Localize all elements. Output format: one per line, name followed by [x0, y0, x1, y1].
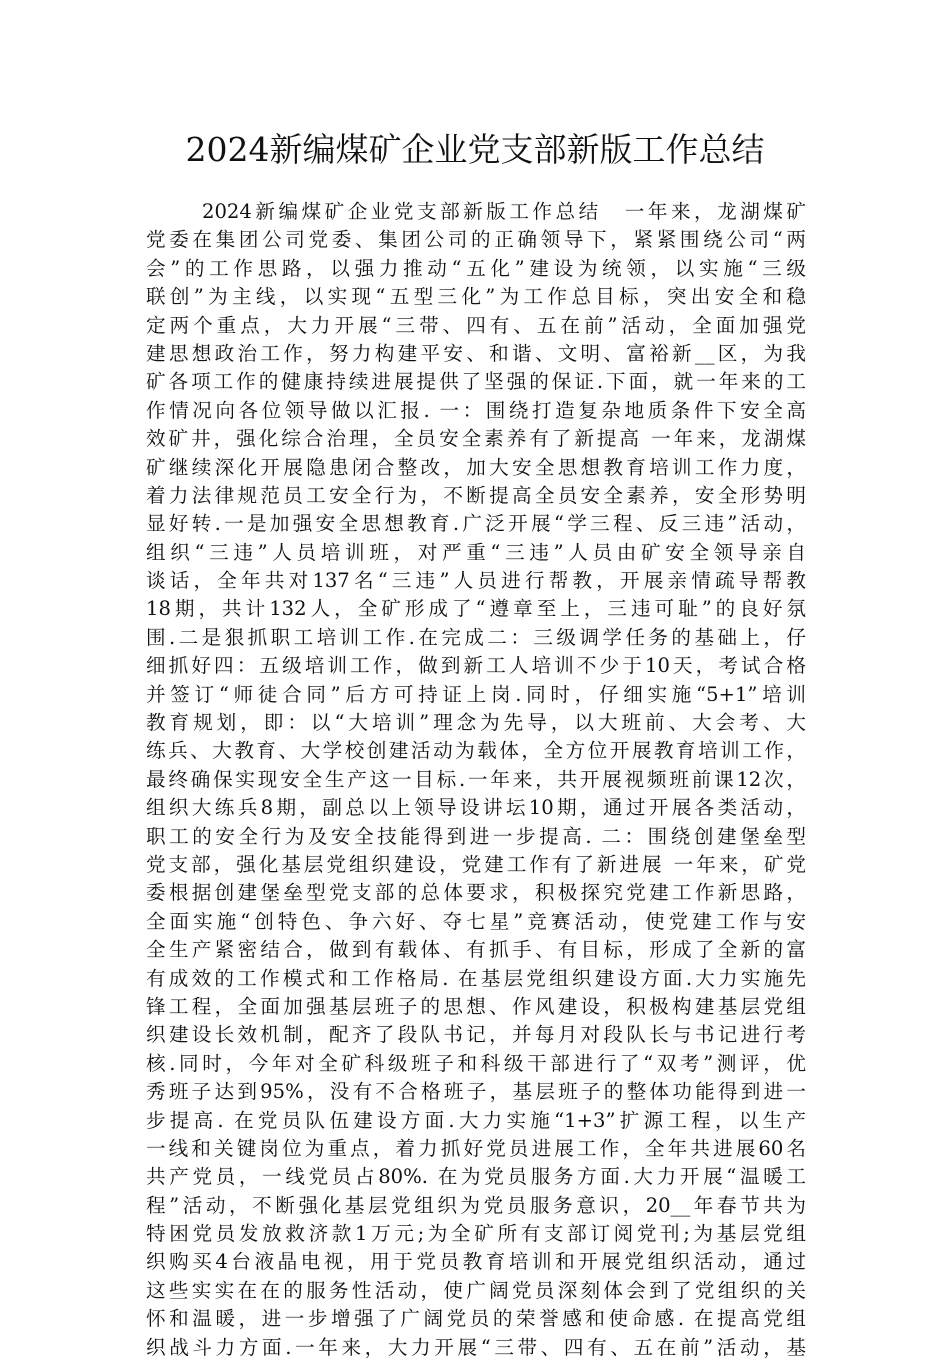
body-text-line: 全生产紧密结合，做到有载体、有抓手、有目标，形成了全新的富 [146, 938, 806, 962]
body-text-line: 党支部，强化基层党组织建设，党建工作有了新进展 一年来，矿党 [146, 852, 806, 876]
body-text-line: 组织“三违”人员培训班，对严重“三违”人员由矿安全领导亲自 [146, 540, 806, 564]
body-text-line: 锋工程，全面加强基层班子的思想、作风建设，积极构建基层党组 [146, 994, 806, 1018]
body-text-line: 联创”为主线，以实现“五型三化”为工作总目标，突出安全和稳 [146, 285, 806, 309]
body-text-line: 有成效的工作模式和工作格局. 在基层党组织建设方面.大力实施先 [146, 966, 806, 990]
body-text-line: 着力法律规范员工安全行为，不断提高全员安全素养，安全形势明 [146, 483, 806, 507]
body-text-line: 谈话，全年共对137名“三违”人员进行帮教，开展亲情疏导帮教 [146, 569, 806, 593]
body-text-line: 核.同时，今年对全矿科级班子和科级干部进行了“双考”测评，优 [146, 1051, 806, 1075]
body-text-line: 职工的安全行为及安全技能得到进一步提高. 二：围绕创建堡垒型 [146, 824, 806, 848]
body-text-line: 细抓好四：五级培训工作，做到新工人培训不少于10天，考试合格 [146, 654, 806, 678]
body-text-line: 党委在集团公司党委、集团公司的正确领导下，紧紧围绕公司“两 [146, 228, 806, 252]
body-text-line: 效矿井，强化综合治理，全员安全素养有了新提高 一年来，龙湖煤 [146, 427, 806, 451]
document-body [146, 198, 806, 1362]
body-text-line: 织战斗力方面.一年来，大力开展“三带、四有、五在前”活动，基 [146, 1335, 806, 1359]
body-text-line: 会”的工作思路，以强力推动“五化”建设为统领，以实施“三级 [146, 256, 806, 280]
body-text-line: 并签订“师徒合同”后方可持证上岗.同时，仔细实施“5+1”培训 [146, 682, 806, 706]
body-text-line: 这些实实在在的服务性活动，使广阔党员深刻体会到了党组织的关 [146, 1278, 806, 1302]
body-text-line: 教育规划，即：以“大培训”理念为先导，以大班前、大会考、大 [146, 711, 806, 735]
body-text-line: 练兵、大教育、大学校创建活动为载体，全方位开展教育培训工作， [146, 739, 806, 763]
body-text-line: 共产党员，一线党员占80%. 在为党员服务方面.大力开展“温暖工 [146, 1165, 806, 1189]
body-text-line: 显好转.一是加强安全思想教育.广泛开展“学三程、反三违”活动， [146, 512, 806, 536]
body-text-line: 定两个重点，大力开展“三带、四有、五在前”活动，全面加强党 [146, 313, 806, 337]
body-text-line: 程”活动，不断强化基层党组织为党员服务意识，20__年春节共为 [146, 1193, 806, 1217]
body-text-line: 矿继续深化开展隐患闭合整改，加大安全思想教育培训工作力度， [146, 455, 806, 479]
body-text-line: 组织大练兵8期，副总以上领导设讲坛10期，通过开展各类活动， [146, 796, 806, 820]
body-text-line: 特困党员发放救济款1万元;为全矿所有支部订阅党刊;为基层党组 [146, 1222, 806, 1246]
body-text-line: 作情况向各位领导做以汇报. 一：围绕打造复杂地质条件下安全高 [146, 398, 806, 422]
body-text-line: 18期，共计132人，全矿形成了“遵章至上，三违可耻”的良好氛 [146, 597, 806, 621]
body-text-line: 最终确保实现安全生产这一目标.一年来，共开展视频班前课12次， [146, 767, 806, 791]
body-text-line: 建思想政治工作，努力构建平安、和谐、文明、富裕新__区，为我 [146, 341, 806, 365]
document-title: 2024新编煤矿企业党支部新版工作总结 [185, 130, 765, 169]
body-text-line: 怀和温暖，进一步增强了广阔党员的荣誉感和使命感. 在提高党组 [146, 1307, 806, 1331]
body-text-line: 矿各项工作的健康持续进展提供了坚强的保证.下面，就一年来的工 [146, 370, 806, 394]
body-text-line: 围.二是狠抓职工培训工作.在完成二：三级调学任务的基础上，仔 [146, 625, 806, 649]
body-text-line: 织建设长效机制，配齐了段队书记，并每月对段队长与书记进行考 [146, 1023, 806, 1047]
body-text-line: 2024新编煤矿企业党支部新版工作总结 一年来，龙湖煤矿 [202, 200, 806, 223]
body-text-line: 委根据创建堡垒型党支部的总体要求，积极探究党建工作新思路， [146, 881, 806, 905]
body-text-line: 全面实施“创特色、争六好、夺七星”竞赛活动，使党建工作与安 [146, 909, 806, 933]
body-text-line: 步提高. 在党员队伍建设方面.大力实施“1+3”扩源工程，以生产 [146, 1108, 806, 1132]
body-text-line: 织购买4台液晶电视，用于党员教育培训和开展党组织活动，通过 [146, 1250, 806, 1274]
body-text-line: 一线和关键岗位为重点，着力抓好党员进展工作，全年共进展60名 [146, 1136, 806, 1160]
body-text-line: 秀班子达到95%，没有不合格班子，基层班子的整体功能得到进一 [146, 1080, 806, 1104]
